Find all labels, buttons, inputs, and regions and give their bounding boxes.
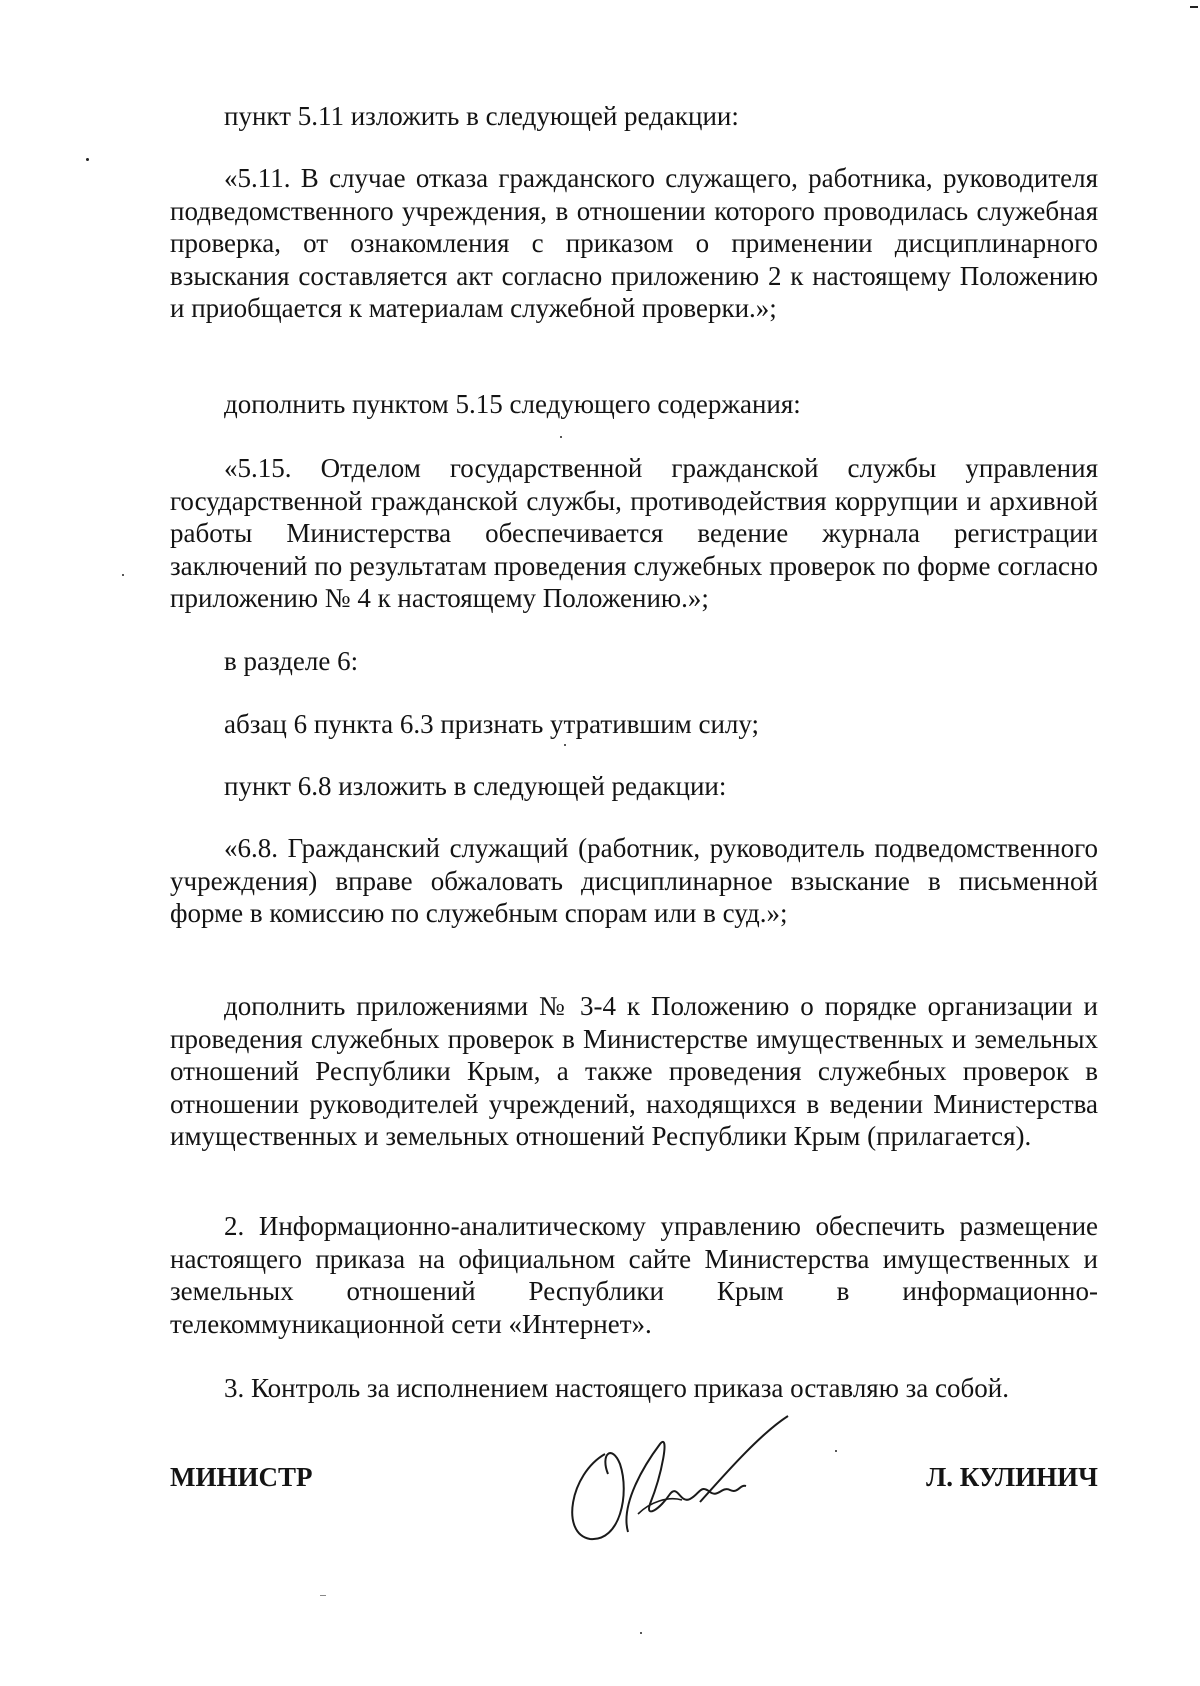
scan-speck (122, 574, 124, 576)
scan-speck (560, 436, 562, 438)
paragraph-3: дополнить пунктом 5.15 следующего содержания: (224, 389, 801, 419)
scan-speck (320, 1595, 326, 1596)
paragraph-6: абзац 6 пункта 6.3 признать утратившим силу; (224, 709, 760, 739)
scan-speck (564, 744, 566, 746)
signature-block (170, 1440, 1098, 1540)
paragraph-2: «5.11. В случае отказа гражданского служащего, работника, руководителя подведомственного учреждения, в отношении которого проводилась служебная проверка, от ознакомления с приказом о применении дисциплинарного взыскания составляется акт согласно приложению 2 к настоящему Положению и приобщается к материалам служебной проверки.»; (170, 163, 1098, 323)
handwritten-signature-icon (550, 1414, 790, 1554)
scan-speck (835, 1450, 837, 1452)
paragraph-10: 2. Информационно-аналитическому управлению обеспечить размещение настоящего приказа на официальном сайте Министерства имущественных и земельных отношений Республики Крым в информационно-телекоммуникационной сети «Интернет». (170, 1211, 1098, 1339)
paragraph-9: дополнить приложениями № 3-4 к Положению о порядке организации и проведения служебных проверок в Министерстве имущественных и земельных отношений Республики Крым, а также проведения служебных проверок в отношении руководителей учреждений, находящихся в ведении Министерства имущественных и земельных отношений Республики Крым (прилагается). (170, 991, 1098, 1151)
paragraph-7: пункт 6.8 изложить в следующей редакции: (224, 771, 727, 801)
paragraph-5: в разделе 6: (224, 646, 359, 676)
scan-speck (640, 1632, 642, 1634)
paragraph-11: 3. Контроль за исполнением настоящего приказа оставляю за собой. (224, 1373, 1009, 1403)
paragraph-8: «6.8. Гражданский служащий (работник, руководитель подведомственного учреждения) вправе обжаловать дисциплинарное взыскание в письменной форме в комиссию по служебным спорам или в суд.»; (170, 833, 1098, 928)
signer-name: Л. КУЛИНИЧ (926, 1462, 1098, 1492)
scan-speck (1190, 6, 1198, 8)
paragraph-1: пункт 5.11 изложить в следующей редакции: (224, 101, 739, 131)
signer-title: МИНИСТР (170, 1462, 313, 1492)
paragraph-4: «5.15. Отделом государственной гражданской службы управления государственной гражданской службы, противодействия коррупции и архивной работы Министерства обеспечивается ведение журнала регистрации заключений по результатам проведения служебных проверок по форме согласно приложению № 4 к настоящему Положению.»; (170, 453, 1098, 613)
scan-speck (86, 158, 89, 161)
